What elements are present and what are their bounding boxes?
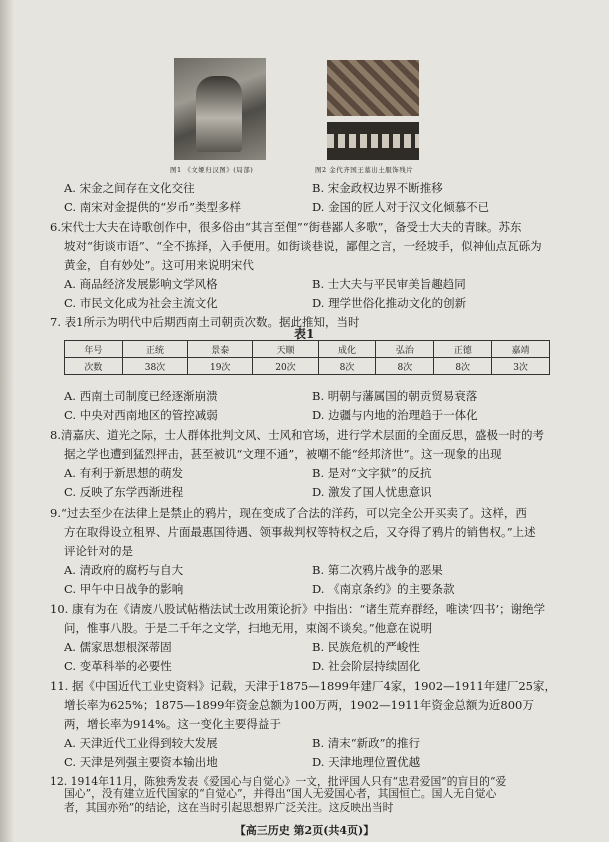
table-cell: 3次 (492, 358, 550, 375)
q11-stem-line2: 增长率为625%；1875—1899年资金总额为100万两，1902—1911年资金总额为近800万 (64, 698, 534, 712)
q9-option-c: C. 甲午中日战争的影响 (64, 582, 184, 596)
q11-stem-line3: 两，增长率为914%。这一变化主要得益于 (64, 717, 281, 731)
q11-stem-line1: 11. 据《中国近代工业史资料》记载，天津于1875—1899年建厂4家，1902—1911年建厂25家， (50, 679, 556, 693)
q8-option-a: A. 有利于新思想的萌发 (64, 466, 184, 480)
q6-option-b: B. 士大夫与平民审美旨趣趋同 (312, 277, 466, 291)
q7-option-a: A. 西南土司制度已经逐渐崩溃 (64, 389, 218, 403)
q7-option-b: B. 明朝与藩属国的朝贡贸易衰落 (312, 389, 478, 403)
q8-option-b: B. 是对“文字狱”的反抗 (312, 466, 432, 480)
q5-option-a: A. 宋金之间存在文化交往 (64, 181, 195, 195)
q12-stem-line1: 12. 1914年11月，陈独秀发表《爱国心与自觉心》一文，批评国人只有“忠君爱国”的盲目的“爱 (50, 775, 507, 788)
table-row (65, 358, 550, 375)
q12-stem-line2: 国心”，没有建立近代国家的“自觉心”，并得出“国人无爱国心者，其国恒亡。国人无自觉心 (64, 787, 497, 800)
q9-option-d: D. 《南京条约》的主要条款 (312, 582, 455, 596)
q8-option-d: D. 激发了国人忧患意识 (312, 485, 432, 499)
q9-stem-line3: 评论针对的是 (64, 544, 133, 558)
table-header-cell: 天顺 (253, 341, 318, 358)
q5-option-d: D. 金国的匠人对于汉文化倾慕不已 (312, 200, 490, 214)
q9-option-a: A. 清政府的腐朽与自大 (64, 563, 184, 577)
q8-stem-line1: 8.清嘉庆、道光之际，士人群体批判文风、士风和官场，进行学术层面的全面反思，盛极一时的考 (50, 428, 544, 442)
table-header-cell: 正统 (122, 341, 187, 358)
table-header-cell: 年号 (65, 341, 123, 358)
table-header-cell: 正德 (434, 341, 492, 358)
q11-option-c: C. 天津是列强主要资本输出地 (64, 755, 218, 769)
table-header-cell: 景泰 (188, 341, 253, 358)
q5-option-b: B. 宋金政权边界不断推移 (312, 181, 443, 195)
table-cell: 38次 (122, 358, 187, 375)
table-cell: 8次 (376, 358, 434, 375)
table-header-cell: 弘治 (376, 341, 434, 358)
table-cell: 20次 (253, 358, 318, 375)
figure-2-image-bottom (327, 122, 419, 160)
q10-option-b: B. 民族危机的严峻性 (312, 640, 420, 654)
q8-stem-line2: 据之学也遭到猛烈抨击，甚至被讥“文理不通”，被嘲不能“经邦济世”。这一现象的出现 (64, 447, 502, 461)
q6-stem-line1: 6.宋代士大夫在诗歌创作中，很多俗由“其言至俚”“街巷鄙人多歌”，备受士大夫的青睐。苏东 (50, 220, 522, 234)
q6-option-a: A. 商品经济发展影响文学风格 (64, 277, 218, 291)
table-header-cell: 成化 (318, 341, 376, 358)
q6-option-c: C. 市民文化成为社会主流文化 (64, 296, 218, 310)
q7-stem: 7. 表1所示为明代中后期西南土司朝贡次数。据此推知，当时 (50, 315, 360, 329)
figure-2-image-top (327, 60, 419, 116)
q8-option-c: C. 反映了东学西渐进程 (64, 485, 184, 499)
q11-option-a: A. 天津近代工业得到较大发展 (64, 736, 218, 750)
q9-stem-line2: 方在取得设立租界、片面最惠国待遇、领事裁判权等特权之后，又夺得了鸦片的销售权。”上述 (64, 525, 536, 539)
table-header-row (65, 341, 550, 358)
table-cell: 8次 (318, 358, 376, 375)
table-1-title: 表1 (294, 327, 315, 341)
q11-option-b: B. 清末“新政”的推行 (312, 736, 421, 750)
table-cell: 8次 (434, 358, 492, 375)
table-header-cell: 嘉靖 (492, 341, 550, 358)
table-cell: 次数 (65, 358, 123, 375)
q9-option-b: B. 第二次鸦片战争的恶果 (312, 563, 443, 577)
q10-stem-line1: 10. 康有为在《请废八股试帖楷法试士改用策论折》中指出：“诸生荒弃群经，唯读‘四书’；谢绝学 (50, 602, 546, 616)
figure-1-caption: 图1 《文姬归汉图》(局部) (170, 166, 254, 174)
q7-option-c: C. 中央对西南地区的管控减弱 (64, 408, 218, 422)
figure-1-image (174, 58, 266, 160)
table-cell: 19次 (188, 358, 253, 375)
q12-stem-line3: 者，其国亦殆”的结论，这在当时引起思想界广泛关注。这反映出当时 (64, 801, 394, 814)
q10-option-c: C. 变革科举的必要性 (64, 659, 172, 673)
binding-fold (0, 0, 14, 842)
q10-option-d: D. 社会阶层持续固化 (312, 659, 421, 673)
q6-stem-line3: 黄金，自有妙处”。这可用来说明宋代 (64, 258, 254, 272)
q10-stem-line2: 问，惟事八股。于是二千年之文学，扫地无用，束阁不谈矣。”他意在说明 (64, 621, 433, 635)
figure-2-caption: 图2 金代齐国王墓出土服饰残片 (315, 166, 414, 174)
q5-option-c: C. 南宋对金提供的“岁币”类型多样 (64, 200, 241, 214)
q10-option-a: A. 儒家思想根深蒂固 (64, 640, 172, 654)
q11-option-d: D. 天津地理位置优越 (312, 755, 421, 769)
q6-stem-line2: 坡对“街谈市语”、“全不拣择，入手便用。如街谈巷说，鄙俚之言，一经坡手，似神仙点瓦砾为 (64, 239, 542, 253)
table-1 (64, 340, 550, 375)
q7-option-d: D. 边疆与内地的治理趋于一体化 (312, 408, 478, 422)
page-footer: 【高三历史 第2页(共4页)】 (234, 824, 375, 837)
q6-option-d: D. 理学世俗化推动文化的创新 (312, 296, 467, 310)
q9-stem-line1: 9.“过去至少在法律上是禁止的鸦片，现在变成了合法的洋药，可以完全公开买卖了。这样，西 (50, 506, 527, 520)
